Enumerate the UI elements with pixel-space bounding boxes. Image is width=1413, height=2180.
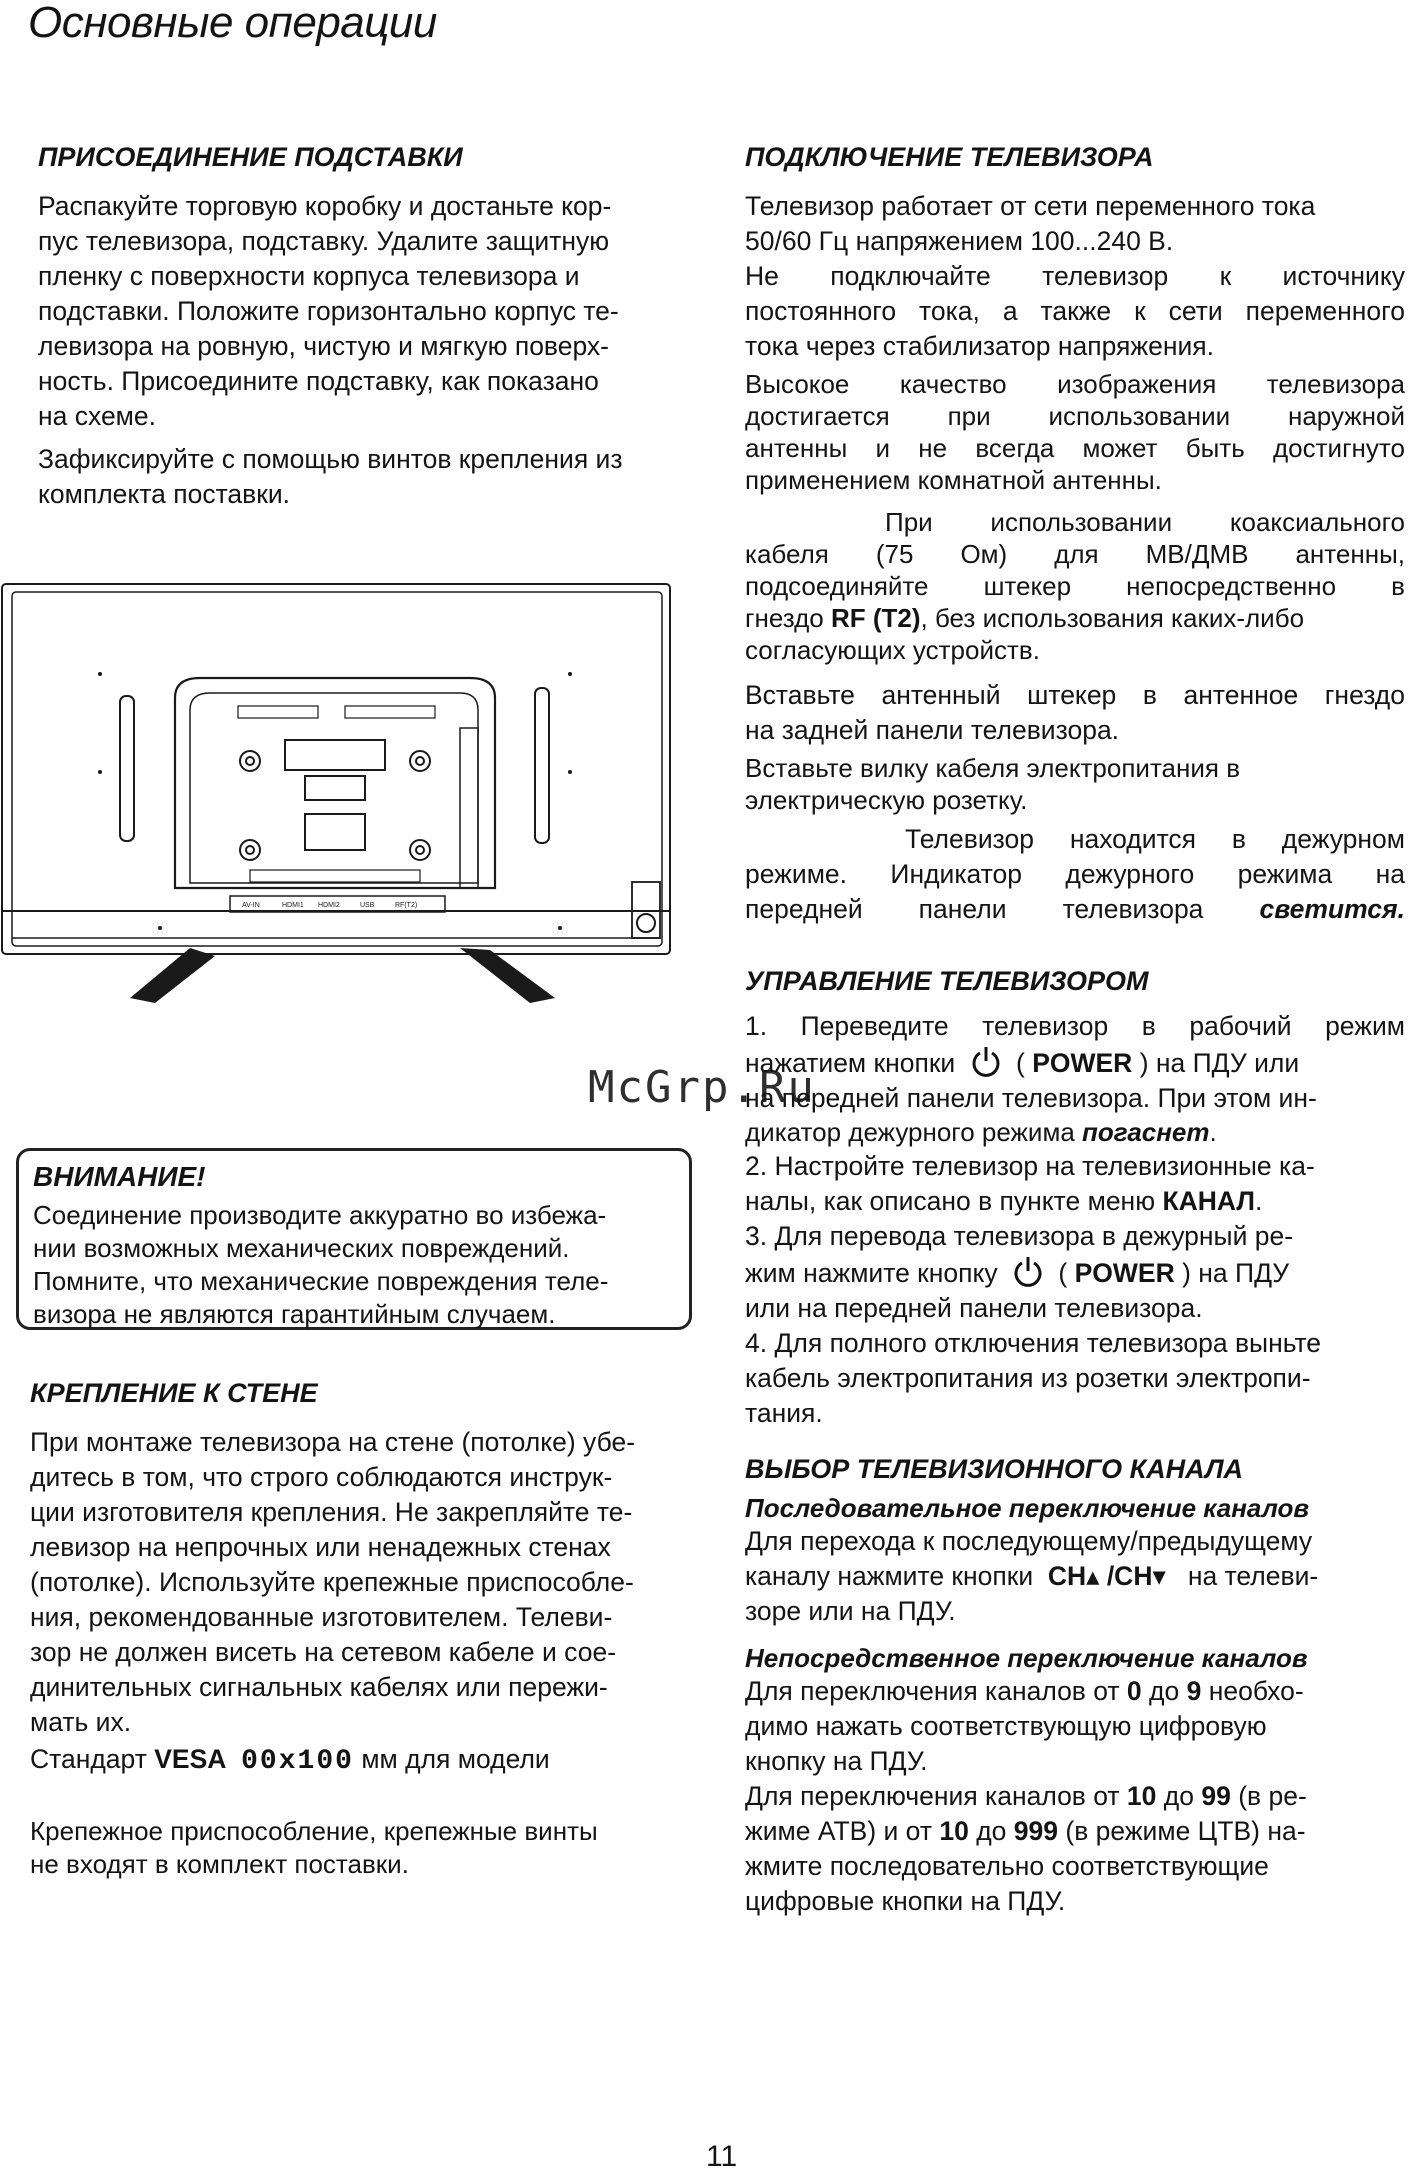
- page-number: 11: [706, 2140, 738, 2173]
- left-rail: [120, 696, 134, 841]
- wall-note-line: Крепежное приспособление, крепежные винты: [30, 1816, 598, 1846]
- port-label: HDMI2: [318, 902, 340, 909]
- stand-line: пленку с поверхности корпуса телевизора и: [38, 261, 580, 291]
- direct-text: до: [1149, 1676, 1180, 1706]
- direct-line: [745, 1779, 1405, 1814]
- direct-line: [745, 1674, 1405, 1709]
- channel-number: 9: [1186, 1676, 1202, 1706]
- connect-line: 50/60 Гц напряжением 100...240 В.: [745, 226, 1174, 256]
- standby-prefix: передней панели телевизора: [745, 894, 1204, 924]
- port-label: HDMI1: [282, 902, 304, 909]
- control-suffix: ) на ПДУ или: [1139, 1048, 1300, 1078]
- warning-line: Помните, что механические повреждения теле-: [33, 1266, 609, 1296]
- vesa-mount-holes: [240, 751, 430, 860]
- connect-line: согласующих устройств.: [745, 635, 1040, 665]
- connect-line: подсоединяйте штекер непосредственно в: [745, 571, 1405, 601]
- wall-heading: КРЕПЛЕНИЕ К СТЕНЕ: [30, 1378, 318, 1408]
- jack-prefix: гнездо: [745, 603, 824, 633]
- warning-line: нии возможных механических повреждений.: [33, 1233, 570, 1263]
- right-stand-foot: [460, 948, 555, 1003]
- direct-text: (в режиме ЦТВ) на-: [1065, 1816, 1306, 1846]
- channel-line: Для перехода к последующему/предыдущему: [745, 1526, 1313, 1556]
- warning-heading: ВНИМАНИЕ!: [33, 1161, 206, 1192]
- control-line: или на передней панели телевизора.: [745, 1293, 1203, 1323]
- jack-suffix: , без использования каких-либо: [920, 603, 1305, 633]
- control-line: 4. Для полного отключения телевизора выньте: [745, 1328, 1322, 1358]
- control-menu-line: [745, 1184, 1405, 1219]
- watermark: McGrp.Ru: [588, 1062, 816, 1113]
- connect-standby-line: [745, 892, 1405, 927]
- stand-section: [38, 142, 698, 512]
- control-line: кабель электропитания из розетки электропи-: [745, 1363, 1311, 1393]
- vesa-size: 00x100: [241, 1746, 354, 1777]
- port-label: AV-IN: [242, 902, 260, 909]
- connect-jack-line: [745, 602, 1405, 634]
- direct-text: Для переключения каналов от: [745, 1781, 1120, 1811]
- direct-line: жмите последовательно соответствующие: [745, 1851, 1269, 1881]
- direct-text: (в ре-: [1238, 1781, 1307, 1811]
- menu-prefix: налы, как описано в пункте меню: [745, 1186, 1156, 1216]
- control-section: [745, 966, 1405, 1431]
- connect-line: Не подключайте телевизор к источнику: [745, 261, 1405, 291]
- ch-up-down-buttons: CH▴ /CH▾: [1047, 1561, 1166, 1591]
- port-label: USB: [360, 902, 375, 909]
- vesa-line: [30, 1742, 700, 1779]
- power-icon: [969, 1044, 1003, 1078]
- bottom-vents: [250, 870, 420, 882]
- right-rail: [535, 688, 549, 843]
- connect-line: электрическую розетку.: [745, 785, 1028, 815]
- direct-text: до: [1163, 1781, 1194, 1811]
- vesa-prefix: Стандарт: [30, 1744, 147, 1774]
- stand-line: на схеме.: [38, 401, 156, 431]
- direct-text: необхо-: [1208, 1676, 1304, 1706]
- menu-end: .: [1254, 1186, 1263, 1216]
- direct-text: Для переключения каналов от: [745, 1676, 1120, 1706]
- stand-fix-line: комплекта поставки.: [38, 479, 290, 509]
- connect-line: антенны и не всегда может быть достигнуто: [745, 433, 1405, 463]
- control-line: 2. Настройте телевизор на телевизионные ка-: [745, 1151, 1315, 1181]
- wall-line: ния, рекомендованные изготовителем. Телеви-: [30, 1602, 613, 1632]
- direct-line: димо нажать соответствующую цифровую: [745, 1711, 1267, 1741]
- channel-heading: ВЫБОР ТЕЛЕВИЗИОННОГО КАНАЛА: [745, 1454, 1244, 1484]
- control-prefix: жим нажмите кнопку: [745, 1258, 998, 1288]
- vesa-label: VESA: [154, 1744, 227, 1774]
- control-power-line: [745, 1044, 1405, 1081]
- standby-state: светится.: [1259, 894, 1405, 924]
- left-stand-foot: [130, 948, 215, 1003]
- channel-number: 10: [1126, 1781, 1157, 1811]
- connect-line: Телевизор находится в дежурном: [905, 824, 1405, 854]
- direct-line: кнопку на ПДУ.: [745, 1746, 928, 1776]
- control-suffix: ) на ПДУ: [1182, 1258, 1290, 1288]
- connect-line: на задней панели телевизора.: [745, 715, 1120, 745]
- wall-line: При монтаже телевизора на стене (потолке) убе-: [30, 1427, 636, 1457]
- stand-line: подставки. Положите горизонтально корпус те-: [38, 296, 619, 326]
- connect-line: постоянного тока, а также к сети переменного: [745, 296, 1405, 326]
- stand-line: ность. Присоедините подставку, как показано: [38, 366, 599, 396]
- menu-name: КАНАЛ: [1162, 1186, 1255, 1216]
- vesa-suffix: мм для модели: [361, 1744, 550, 1774]
- paren-open: (: [1058, 1258, 1068, 1288]
- channel-number: 10: [939, 1816, 969, 1846]
- rear-cover: [175, 678, 495, 888]
- indicator-state: погаснет: [1082, 1117, 1210, 1147]
- channel-section: [745, 1454, 1405, 1919]
- stand-heading: ПРИСОЕДИНЕНИЕ ПОДСТАВКИ: [38, 142, 463, 172]
- channel-number: 99: [1201, 1781, 1231, 1811]
- wall-line: ции изготовителя крепления. Не закрепляйте те-: [30, 1497, 633, 1527]
- control-line: тания.: [745, 1398, 823, 1428]
- control-power-line: [745, 1254, 1405, 1291]
- control-line: 3. Для перевода телевизора в дежурный ре-: [745, 1221, 1294, 1251]
- power-icon: [1011, 1254, 1045, 1288]
- connect-line: Телевизор работает от сети переменного тока: [745, 191, 1316, 221]
- label-plate: [285, 740, 385, 770]
- paren-open: (: [1015, 1048, 1025, 1078]
- control-heading: УПРАВЛЕНИЕ ТЕЛЕВИЗОРОМ: [745, 966, 1149, 996]
- direct-text: до: [976, 1816, 1007, 1846]
- channel-buttons-line: [745, 1559, 1405, 1594]
- connect-line: кабеля (75 Ом) для МВ/ДМВ антенны,: [745, 539, 1405, 569]
- connect-line: достигается при использовании наружной: [745, 401, 1405, 431]
- connect-line: Вставьте вилку кабеля электропитания в: [745, 753, 1241, 783]
- control-indicator-line: [745, 1116, 1405, 1149]
- connect-line: Вставьте антенный штекер в антенное гнездо: [745, 680, 1405, 710]
- spec-plate: [305, 814, 365, 850]
- wall-line: дитесь в том, что строго соблюдаются инструк-: [30, 1462, 613, 1492]
- control-line: 1. Переведите телевизор в рабочий режим: [745, 1011, 1405, 1041]
- warning-line: Соединение производите аккуратно во избежа-: [33, 1200, 607, 1230]
- wall-line: мать их.: [30, 1707, 132, 1737]
- port-label: RF(T2): [395, 902, 418, 909]
- direct-line: [745, 1814, 1405, 1849]
- wall-section: [30, 1378, 700, 1881]
- tv-rear-diagram: [0, 578, 700, 1018]
- seq-prefix: каналу нажмите кнопки: [745, 1561, 1034, 1591]
- stand-line: левизора на ровную, чистую и мягкую поверх-: [38, 331, 609, 361]
- stand-fix-line: Зафиксируйте с помощью винтов крепления из: [38, 444, 623, 474]
- connect-section: [745, 142, 1405, 927]
- connect-line: режиме. Индикатор дежурного режима на: [745, 859, 1405, 889]
- channel-number: 0: [1126, 1676, 1142, 1706]
- direct-text: жиме АТВ) и от: [745, 1816, 932, 1846]
- indicator-prefix: дикатор дежурного режима: [745, 1117, 1075, 1147]
- control-prefix: нажатием кнопки: [745, 1048, 956, 1078]
- wall-line: зор не должен висеть на сетевом кабеле и сое-: [30, 1637, 617, 1667]
- top-vents: [238, 706, 435, 718]
- connect-line: тока через стабилизатор напряжения.: [745, 331, 1214, 361]
- channel-line: зоре или на ПДУ.: [745, 1596, 956, 1626]
- side-connectors: [460, 728, 478, 888]
- connect-line: Высокое качество изображения телевизора: [745, 369, 1405, 399]
- wall-line: левизор на непрочных или ненадежных стенах: [30, 1532, 611, 1562]
- wall-line: (потолке). Используйте крепежные приспособле-: [30, 1567, 634, 1597]
- indicator-end: .: [1209, 1117, 1217, 1147]
- rf-jack-label: RF (T2): [830, 603, 921, 633]
- direct-heading: Непосредственное переключение каналов: [745, 1643, 1308, 1673]
- control-line: на передней панели телевизора. При этом ин-: [745, 1083, 1317, 1113]
- power-label: POWER: [1032, 1048, 1133, 1078]
- page-title: Основные операции: [28, 0, 437, 47]
- wall-line: динительных сигнальных кабелях или пережи-: [30, 1672, 608, 1702]
- connect-line: При использовании коаксиального: [885, 507, 1405, 537]
- seq-suffix: на телеви-: [1187, 1561, 1319, 1591]
- direct-line: цифровые кнопки на ПДУ.: [745, 1886, 1066, 1916]
- stand-line: Распакуйте торговую коробку и достаньте кор-: [38, 191, 612, 221]
- power-label: POWER: [1074, 1258, 1175, 1288]
- channel-number: 999: [1013, 1816, 1058, 1846]
- connect-heading: ПОДКЛЮЧЕНИЕ ТЕЛЕВИЗОРА: [745, 142, 1154, 172]
- seq-heading: Последовательное переключение каналов: [745, 1493, 1310, 1523]
- stand-line: пус телевизора, подставку. Удалите защитную: [38, 226, 610, 256]
- wall-note-line: не входят в комплект поставки.: [30, 1849, 409, 1879]
- warning-line: визора не являются гарантийным случаем.: [33, 1299, 556, 1329]
- connect-line: применением комнатной антенны.: [745, 465, 1162, 495]
- warning-box: [16, 1148, 692, 1330]
